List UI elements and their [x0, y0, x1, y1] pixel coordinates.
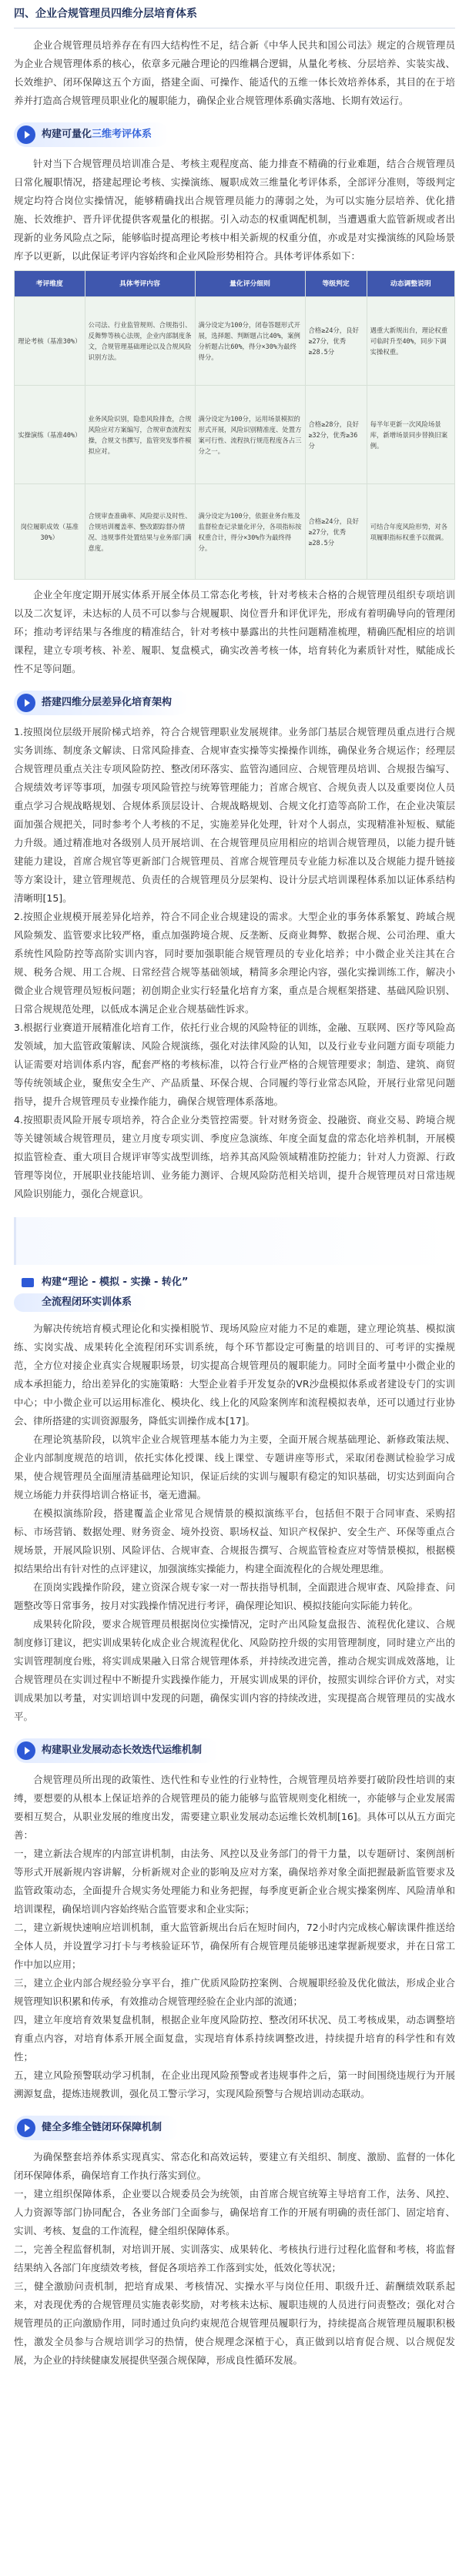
table-cell-content: 公司法、行业监管规则、合规指引、反舞弊等核心法规，企业内部制度条文，合规管理基础理论以及合规风险识别方法。	[85, 297, 195, 386]
section4-item: 三，建立企业内部合规经验分享平台，推广优质风险防控案例、合规履职经验及优化做法，形成企业合规管理知识积累和传承，有效推动合规管理经验在企业内部的流通；	[14, 1977, 455, 2007]
section1-paragraph-1: 针对当下合规管理员培训准合是、考核主观程度高、能力排查不精确的行业难题，结合合规管理员日常化履职情况，搭建起理论考核、实操演练、履职成效三维量化考评体系，全部评分准则，等级判定规定均符合岗位实操情况，能够精确找出合规管理员能力的薄弱之处，为可以实施分层培养、优化措施、长效维护、晋升评优提供客观量化的根据。引入动态的权重调配机制，当遭遇重大监管新规或者出现新的业务风险点之际，能够临时提高理论考核中相关新规的权重分值，亦或是对实操演练的风险场景库予以更新，以此保证考评内容始终和企业风险形势相符合。具体考评体系如下：	[14, 158, 455, 262]
section1-heading-prefix: 构建可量化	[42, 129, 92, 140]
table-cell-dimension: 理论考核（基准30%）	[15, 297, 85, 386]
table-cell-grade: 合格≥24分，良好≥27分，优秀≥28.5分	[305, 297, 367, 386]
section2-paragraph-2: 2.按照企业规模开展差异化培养，符合不同企业合规建设的需求。大型企业的事务体系繁复、跨域合规风险频发、监管要求比较严格，重点加强跨境合规、反垄断、反商业舞弊、数据合规、公司治理、重大系统性风险防控等高阶实训内容，同时要加强职能合规管理员的专业化培养；中小微企业关注其在合规、税务合规、用工合规、日常经营合规等基础领域，精简多余理论内容，强化实操训练工作，解决小微企业合规管理员短板问题；初创期企业实行轻量化培育方案，重点是合规框架搭建、基础风险识别、日常合规规范处理，以低成本满足企业合规基础性诉求。	[14, 911, 455, 1015]
table-header-cell: 具体考评内容	[85, 271, 195, 297]
evaluation-table	[14, 270, 455, 580]
decorative-banner	[14, 1217, 455, 1265]
section5-heading	[14, 2116, 179, 2140]
table-cell-grade: 合格≥28分，良好≥32分，优秀≥36分	[305, 386, 367, 484]
table-cell-adjust: 遇重大新规出台，理论权重可临时升至40%，同步下调实操权重。	[367, 297, 454, 386]
section1-paragraph-2: 企业全年度定期开展实体系开展全体员工常态化考核，针对考核未合格的合规管理员组织专项培训以及二次复评，未达标的人员不可以参与合规履职、岗位晋升和评优评先，形成有着明确导向的管理闭环；推动考评结果与各维度的精准结合，针对考核中暴露出的共性问题精准梳理，精确匹配相应的培训课程，建立专项考核、补差、履职、复盘模式，确实改善考核一体，培育转化为素质针对性，赋能成长性不足等问题。	[14, 589, 455, 674]
intro-paragraph: 企业合规管理员培养存在有四大结构性不足，结合新《中华人民共和国公司法》规定的合规管理员为企业合规管理体系的核心，依章多元融合理论的四维耦合逻辑，从量化考核、分层培养、实装实战、长效维护、闭环保障这五个方面，搭建全面、可操作、能适代的五维一体长效培养体系，其目的在于培养并打造高合规管理员职业化的履职能力，确保企业合规管理体系确实落地、长期有效运行。	[14, 39, 455, 106]
section3-paragraph-3: 在模拟演练阶段，搭建覆盖企业常见合规情景的模拟演练平台，包括但不限于合同审查、采购招标、市场营销、数据处理、财务资金、境外投资、职场权益、知识产权保护、安全生产、环保等重点合规场景，开展风险识别、风险评估、合规审查、合规报告撰写、合规监管检查应对等情景模拟，根据模拟结果给出有针对性的点评建议，加强演练实操能力，构建全面流程化的合规处理思维。	[14, 1507, 455, 1574]
section2-paragraph-1: 1.按照岗位层级开展阶梯式培养，符合合规管理职业发展规律。业务部门基层合规管理员重点进行合规实务训练、制度条文解读、日常风险排查、合规审查实操等实操操作训练，确保业务合规运作；经理层合规管理员重点关注专项风险防控、整改闭环落实、监管沟通回应、合规管理员培训、合规报告编写、合规绩效考评等事项，加强专项风险管控与统筹管理能力；首席合规官、合规负责人以及重要岗位人员重点学习合规战略规划、合规体系顶层设计、合规战略规划、合规文化打造等高阶工作，在企业决策层面加强合规把关，同时参考个人考核的不足，实施差异化处理，针对个人弱点，实现精准补短板、赋能力升级。通过精准地对各级别人员开展培训、在合规管理员应用相应的培训合规管理员，以能力提升链建能力建设，首席合规官等更新部门合规管理员、首席合规管理员专业能力标准以及合规能力提升链接等方案设计，建立管理规范、负责任的合规管理员分层架构、设计分层式培训课程体系加以证体系结构清晰明[15]。	[14, 726, 455, 904]
section1-heading-highlight: 三维考评体系	[92, 129, 152, 140]
section3-heading	[14, 1273, 455, 1312]
section1-heading	[14, 122, 169, 147]
table-cell-score: 满分设定为100分，运用场景模拟的形式开展，风险识别精准度、处置方案可行性、流程执行规范程度各占三分之一。	[195, 386, 305, 484]
section4-item: 五，建立风险预警联动学习机制，在企业出现风险预警或者违规事件之后，第一时间围绕违规行为开展溯源复盘，提炼违规教训，强化员工警示学习，实现风险预警与合规培训动态联动。	[14, 2069, 455, 2099]
section4-heading	[14, 1738, 219, 1763]
table-row	[15, 386, 455, 484]
table-row	[15, 297, 455, 386]
table-cell-adjust: 可结合年度风险形势，对各项履职指标权重予以微调。	[367, 484, 454, 580]
table-cell-adjust: 每半年更新一次风险场景库，新增场景同步替换旧案例。	[367, 386, 454, 484]
table-header-cell: 考评维度	[15, 271, 85, 297]
play-bullet-icon	[17, 1741, 35, 1760]
play-bullet-icon	[17, 2119, 35, 2137]
section4-heading-text: 构建职业发展动态长效迭代运维机制	[42, 1745, 203, 1756]
table-cell-grade: 合格≥24分，良好≥27分，优秀≥28.5分	[305, 484, 367, 580]
table-cell-score: 满分设定为100分，依据业务台账及监督检查记录量化评分，各项指标按权重合计，得分×30%作为最终得分。	[195, 484, 305, 580]
table-cell-content: 业务风险识别，隐患风险排查，合规风险应对方案编写，合规审查流程实操，合规文书撰写，监管突发事件模拟应对。	[85, 386, 195, 484]
table-cell-dimension: 实操演练（基准40%）	[15, 386, 85, 484]
section5-item: 一，建立组织保障体系，企业要以合规委员会为统领，由首席合规官统筹主导培育工作，法务、风控、人力资源等部门协同配合，各业务部门全面参与，确保培育工作的开展有明确的责任部门、固定培育、实训、考核、复盘的工作流程，健全组织保障体系。	[14, 2188, 455, 2236]
table-header-cell: 动态调整说明	[367, 271, 454, 297]
section2-heading-text: 搭建四维分层差异化培育架构	[42, 697, 173, 708]
section3-paragraph-4: 在顶岗实践操作阶段，建立资深合规专家一对一帮扶指导机制，全面跟进合规审查、风险排查、问题整改等日常事务，按月对实践操作情况进行考评，确保理论知识、模拟技能向实际能力转化。	[14, 1581, 455, 1611]
section5-paragraph-1: 为确保整套培养体系实现真实、常态化和高效运转，要建立有关组织、制度、激励、监督的一体化闭环保障体系，确保培育工作执行落实到位。	[14, 2151, 455, 2181]
table-header-cell: 量化评分细则	[195, 271, 305, 297]
section3-paragraph-5: 成果转化阶段，要求合规管理员根据岗位实操情况，定时产出风险复盘报告、流程优化建议、合规制度修订建议，把实训成果转化成企业合规流程优化、风险防控升级的实用管理制度，同时建立产出的实训管理制度台账，将实训成果融入日常合规管理体系，并持续改进完善，推动合规实训成效落地，让合规管理员在实训过程中不断提升实践操作能力，开展实训成果的评价，按照实训综合评价方式，对实训成果加以考量，对实训培训中发现的问题，确保实训内容的持续改进，实现提高合规管理员的实战水平。	[14, 1618, 455, 1722]
section3-heading-line1: 构建“理论 - 模拟 - 实操 - 转化”	[14, 1273, 188, 1292]
section2-paragraph-4: 4.按照职责风险开展专项培养，符合企业分类管控需要。针对财务资金、投融资、商业交易、跨境合规等关键领域合规管理员，建立月度专项实训、季度应急演练、年度全面复盘的常态化培养机制，开展模拟监管检查、重大项目合规评审等实战型训练，培养其高风险领域精准防控能力；针对人力资源、行政管理等岗位，开展职业技能培训、业务能力测评、合规风险防范相关培训，提升合规管理员对日常违规风险识别能力，强化合规意识。	[14, 1114, 455, 1199]
play-bullet-icon	[17, 694, 35, 712]
play-bullet-icon	[17, 125, 35, 144]
section2-heading	[14, 691, 189, 715]
section-title: 四、企业合规管理员四维分层培育体系	[14, 5, 455, 28]
section4-item: 一，建立新法合规库的内部宣讲机制，由法务、风控以及业务部门的骨干力量，以专题研讨、案例剖析等形式开展新规内容讲解，分析新规对企业的影响及应对方案，确保培养对象全面把握最新监管要求及监管政策动态，全面提升合规实务处理能力和业务把握，每季度更新企业合规实操案例库、风险清单和培训课程，确保培训内容始终贴合监管要求和企业实际；	[14, 1848, 455, 1915]
table-cell-dimension: 岗位履职成效（基准30%）	[15, 484, 85, 580]
section3-paragraph-1: 为解决传统培育模式理论化和实操相脱节、现场风险应对能力不足的难题，建立理论筑基、模拟演练、实岗实战、成果转化全流程闭环实训系统，每个环节都设定可衡量的培训目的、可考评的实操规范，全方位对接企业真实合规履职场景，切实提高合规管理员的履职能力。同时全面考量中小微企业的成本承担能力，给出差异化的实施策略：大型企业着手开发复杂的VR沙盘模拟体系或者建设专门的实训中心；中小微企业可以运用标准化、模块化、线上化的风险案例库和流程模拟表单，还可以通过行业协会、律所搭建的实训资源服务，降低实训操作成本[17]。	[14, 1323, 455, 1427]
section3-paragraph-2: 在理论筑基阶段，以筑牢企业合规管理基本能力为主要，全面开展合规基础理论、新修政策法规、企业内部制度规范的培训，依托实体化授课、线上课堂、专题讲座等形式，采取闭卷测试检验学习成果，使合规管理员全面厘清基础理论知识，保证后续的实训与履职有稳定的知识基础，切实达到面向合规立场能力并获得培训合格证书，毫无遗漏。	[14, 1434, 455, 1500]
section5-heading-wrap	[14, 2116, 455, 2140]
section4-item: 四，建立年度培育效果复盘机制，根据企业年度风险防控、整改闭环状况、员工考核成果，动态调整培育重点内容，对培育体系开展全面复盘，实现培育体系持续调整改进，持续提升培育的科学性和有效性；	[14, 2014, 455, 2062]
section4-item: 二，建立新规快速响应培训机制，重大监管新规出台后在短时间内，72小时内完成核心解读课件推送给全体人员，并设置学习打卡与考核验证环节，确保所有合规管理员能够迅速掌握新规要求，并在日常工作中加以应用；	[14, 1922, 455, 1970]
section5-heading-text: 健全多维全链闭环保障机制	[42, 2122, 162, 2133]
table-row	[15, 484, 455, 580]
section1-heading-wrap	[14, 122, 455, 147]
section5-item: 三，健全激励问责机制，把培育成果、考核情况、实操水平与岗位任用、职级升迁、薪酬绩效联系起来，对表现优秀的合规管理员实施表彰奖励，对考核未达标、履职违规的人员进行问责整改；强化对合规管理员的正向激励作用，同时通过负向约束规范合规管理员履职行为，持续提高合规管理员履职积极性，激发全员参与合规培训学习的热情，使合规理念深植于心，真正做到以培育促合规、以合规促发展，为企业的持续健康发展提供坚强合规保障，形成良性循环发展。	[14, 2280, 455, 2366]
table-cell-content: 合规审查准确率、风险提示及时性、合规培训覆盖率、整改跟踪督办情况、违规事件处置结果与业务部门满意度。	[85, 484, 195, 580]
table-header-cell: 等级判定	[305, 271, 367, 297]
section5-item: 二，完善全程监督机制，对培训开展、实训落实、成果转化、考核执行进行过程化监督和考核，将监督结果纳入各部门年度绩效考核，督促各项培养工作落到实处，低效化等状况；	[14, 2243, 455, 2273]
section4-heading-wrap	[14, 1738, 455, 1763]
section2-heading-wrap	[14, 691, 455, 715]
table-cell-score: 满分设定为100分，闭卷答题形式开展，选择题、判断题占比40%，案例分析题占比60%，得分×30%为最终得分。	[195, 297, 305, 386]
section4-paragraph-1: 合规管理员所出现的政策性、迭代性和专业性的行业特性，合规管理员培养要打破阶段性培训的束缚，要想要的从根本上保证培养的合规管理员的能力能够与监管规则变化相统一，亦能够与企业发展需要相互契合，从职业发展的维度出发，需要建立职业发展动态运维长效机制[16]。具体可以从五方面完善：	[14, 1774, 455, 1841]
section3-heading-line2: 全流程闭环实训体系	[14, 1293, 147, 1312]
table-header-row	[15, 271, 455, 297]
section2-paragraph-3: 3.根据行业赛道开展精准化培育工作，依托行业合规的风险特征的训练，金融、互联网、医疗等风险高发领域，加大监管政策解读、风险合规演练，强化对法律风险的认知，以及行业专业问题方面专项能力认证需要对培训体系内容，配套严格的考核标准，以符合行业严格的合规管理要求；制造、建筑、商贸等传统领域企业，聚焦安全生产、产品质量、环保合规、合同履约等行业常态风险，开展行业常见问题指导，提升合规管理员专业操作能力，确保合规管理体系落地。	[14, 1022, 455, 1107]
